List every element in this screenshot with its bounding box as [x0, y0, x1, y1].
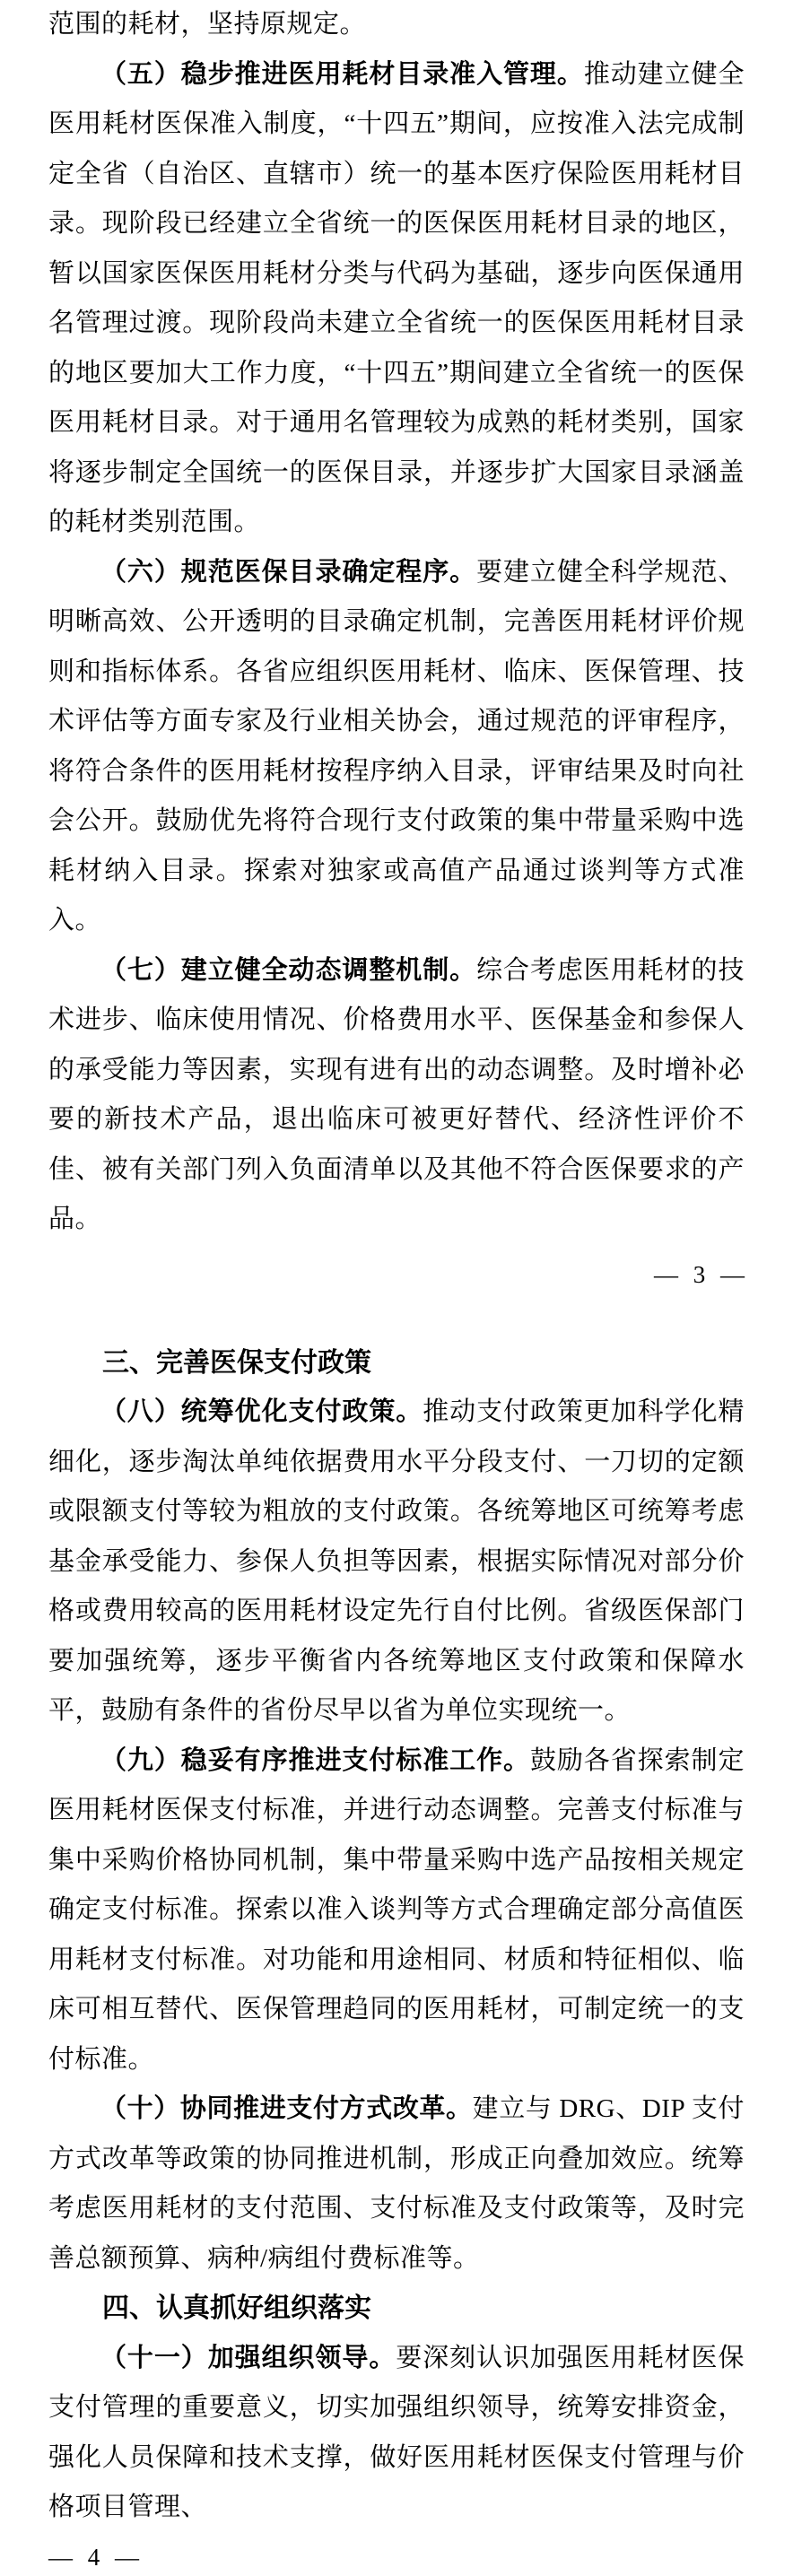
paragraph-item-8 [48, 1388, 745, 1736]
paragraph-item-10 [48, 2084, 745, 2284]
page3-body [48, 0, 745, 1245]
paragraph-item-10-body: 建立与 DRG、DIP 支付方式改革等政策的协同推进机制，形成正向叠加效应。统筹考虑医用耗材的支付范围、支付标准及支付政策等，及时完善总额预算、病种/病组付费标准等。 [48, 2094, 745, 2273]
paragraph-item-9 [48, 1736, 745, 2085]
paragraph-item-11-body: 要深刻认识加强医用耗材医保支付管理的重要意义，切实加强组织领导，统筹安排资金，强化人员保障和技术支撑，做好医用耗材医保支付管理与价格项目管理、 [48, 2343, 745, 2521]
paragraph-item-6 [48, 548, 745, 946]
paragraph-item-6-body: 要建立健全科学规范、明晰高效、公开透明的目录确定机制，完善医用耗材评价规则和指标体系。各省应组织医用耗材、临床、医保管理、技术评估等方面专家及行业相关协会，通过规范的评审程序，将符合条件的医用耗材按程序纳入目录，评审结果及时向社会公开。鼓励优先将符合现行支付政策的集中带量采购中选耗材纳入目录。探索对独家或高值产品通过谈判等方式准入。 [48, 557, 745, 935]
section-heading-organization: 四、认真抓好组织落实 [102, 2293, 371, 2323]
page4-body [48, 1388, 745, 2284]
paragraph-item-7-body: 综合考虑医用耗材的技术进步、临床使用情况、价格费用水平、医保基金和参保人的承受能力等因素，实现有进有出的动态调整。及时增补必要的新技术产品，退出临床可被更好替代、经济性评价不佳、被有关部门列入负面清单以及其他不符合医保要求的产品。 [48, 955, 745, 1233]
paragraph-item-5-lead: （五）稳步推进医用耗材目录准入管理。 [100, 59, 584, 89]
page4-body-implementation [48, 2334, 745, 2533]
paragraph-item-6-lead: （六）规范医保目录确定程序。 [100, 557, 477, 587]
section-heading-payment-policy: 三、完善医保支付政策 [102, 1347, 371, 1378]
paragraph-item-5 [48, 50, 745, 548]
paragraph-item-9-body: 鼓励各省探索制定医用耗材医保支付标准，并进行动态调整。完善支付标准与集中采购价格协同机制，集中带量采购中选产品按相关规定确定支付标准。探索以准入谈判等方式合理确定部分高值医用耗材支付标准。对功能和用途相同、材质和特征相似、临床可相互替代、医保管理趋同的医用耗材，可制定统一的支付标准。 [48, 1745, 745, 2074]
paragraph-item-8-body: 推动支付政策更加科学化精细化，逐步淘汰单纯依据费用水平分段支付、一刀切的定额或限额支付等较为粗放的支付政策。各统筹地区可统筹考虑基金承受能力、参保人负担等因素，根据实际情况对部分价格或费用较高的医用耗材设定先行自付比例。省级医保部门要加强统筹，逐步平衡省内各统筹地区支付政策和保障水平，鼓励有条件的省份尽早以省为单位实现统一。 [48, 1397, 745, 1725]
paragraph-item-7 [48, 946, 745, 1245]
paragraph-item-11-lead: （十一）加强组织领导。 [100, 2343, 396, 2372]
page-number-4: — 4 — [48, 2543, 139, 2571]
paragraph-item-11 [48, 2334, 745, 2533]
paragraph-item-8-lead: （八）统筹优化支付政策。 [100, 1397, 423, 1426]
page-number-3: — 3 — [654, 1260, 745, 1288]
paragraph-continuation: 范围的耗材，坚持原规定。 [48, 10, 367, 39]
paragraph-item-5-body: 推动建立健全医用耗材医保准入制度，“十四五”期间，应按准入法完成制定全省（自治区、直辖市）统一的基本医疗保险医用耗材目录。现阶段已经建立全省统一的医保医用耗材目录的地区，暂以国家医保医用耗材分类与代码为基础，逐步向医保通用名管理过渡。现阶段尚未建立全省统一的医保医用耗材目录的地区要加大工作力度，“十四五”期间建立全省统一的医保医用耗材目录。对于通用名管理较为成熟的耗材类别，国家将逐步制定全国统一的医保目录，并逐步扩大国家目录涵盖的耗材类别范围。 [48, 59, 745, 536]
paragraph-item-7-lead: （七）建立健全动态调整机制。 [100, 955, 477, 985]
paragraph-item-10-lead: （十）协同推进支付方式改革。 [100, 2094, 473, 2123]
paragraph-item-9-lead: （九）稳妥有序推进支付标准工作。 [100, 1745, 530, 1775]
